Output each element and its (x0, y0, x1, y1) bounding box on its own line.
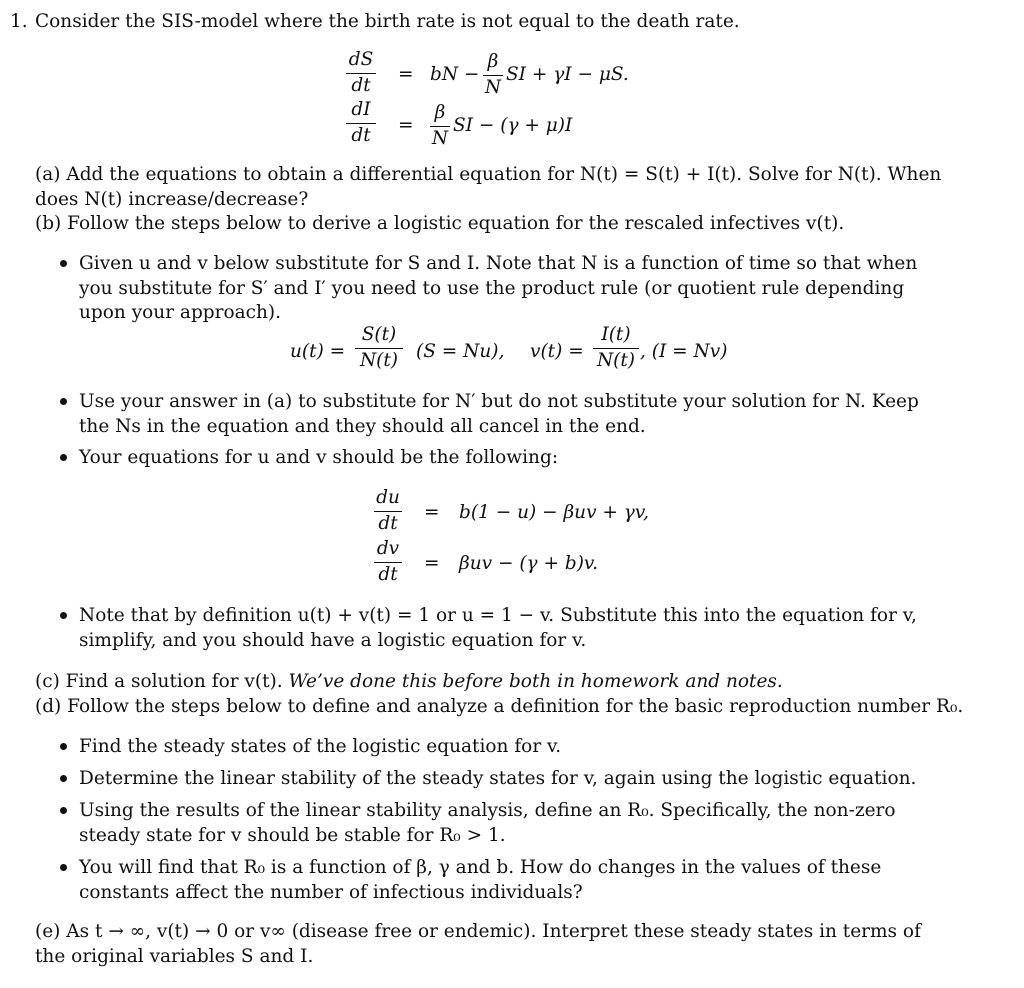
bullet-b-1: Given u and v below substitute for S and I. Note that N is a function of time so that when you substitute for S′ and I′ you need to use the product rule (or quotient rule depending upon your approach). (79, 253, 918, 323)
u-def-fraction: S(t) N(t) (355, 326, 403, 370)
problem-number: 1. (10, 11, 28, 32)
eq1-rhs1-fraction: β N (484, 51, 502, 98)
eq1-rhs2-fraction: β N (431, 102, 449, 149)
eq1-equals-1: = (398, 64, 414, 85)
eq2-rhs1: b(1 − u) − βuv + γv, (459, 502, 650, 523)
bullet-dot (60, 260, 67, 267)
bullet-dot (60, 807, 67, 814)
bullet-dot (60, 612, 67, 619)
bullet-dot (60, 775, 67, 782)
part-e: (e) As t → ∞, v(t) → 0 or v∞ (disease free or endemic). Interpret these steady states in terms of the original variables S and I. (35, 921, 921, 967)
u-def-lhs: u(t) = (290, 341, 346, 362)
v-def-fraction: I(t) N(t) (593, 326, 639, 370)
bullet-dot (60, 454, 67, 461)
part-b: (b) Follow the steps below to derive a logistic equation for the rescaled infectives v(t). (35, 213, 845, 234)
v-def-lhs: v(t) = (530, 341, 584, 362)
u-def-note: (S = Nu), (416, 341, 505, 362)
bullet-dot (60, 398, 67, 405)
bullet-b-4: Note that by definition u(t) + v(t) = 1 or u = 1 − v. Substitute this into the equation for v, simplify, and you should have a logistic equation for v. (79, 605, 917, 651)
bullet-b-2: Use your answer in (a) to substitute for N′ but do not substitute your solution for N. Keep the Ns in the equation and they should all cancel in the end. (79, 391, 919, 437)
bullet-d-2: Determine the linear stability of the steady states for v, again using the logistic equation. (79, 768, 917, 789)
part-d: (d) Follow the steps below to define and analyze a definition for the basic reproduction number R₀. (35, 696, 964, 717)
bullet-d-1: Find the steady states of the logistic equation for v. (79, 736, 562, 757)
eq1-equals-2: = (398, 115, 414, 136)
eq1-rhs1-a: bN − (430, 64, 480, 85)
part-a: (a) Add the equations to obtain a differential equation for N(t) = S(t) + I(t). Solve for N(t). When does N(t) increase/decrease? (35, 164, 942, 210)
eq1-lhs1-fraction: dS dt (346, 51, 376, 95)
eq1-rhs1-b: SI + γI − μS. (506, 64, 629, 85)
v-def-note: , (I = Nv) (640, 341, 728, 362)
bullet-d-4: You will find that R₀ is a function of β, γ and b. How do changes in the values of these constants affect the number of infectious individuals? (79, 857, 882, 903)
part-c: (c) Find a solution for v(t). We’ve done this before both in homework and notes. (35, 671, 783, 692)
bullet-dot (60, 864, 67, 871)
problem-intro: Consider the SIS-model where the birth rate is not equal to the death rate. (35, 11, 740, 32)
eq2-equals-2: = (424, 553, 440, 574)
eq2-lhs1-fraction: du dt (374, 489, 402, 533)
eq1-rhs2-b: SI − (γ + μ)I (453, 115, 573, 136)
bullet-b-3: Your equations for u and v should be the following: (79, 447, 559, 468)
eq2-lhs2-fraction: dv dt (374, 540, 402, 584)
eq2-equals-1: = (424, 502, 440, 523)
eq1-lhs2-fraction: dI dt (346, 101, 376, 145)
eq2-rhs2: βuv − (γ + b)v. (459, 553, 599, 574)
bullet-dot (60, 743, 67, 750)
bullet-d-3: Using the results of the linear stability analysis, define an R₀. Specifically, the non-zero steady state for v should be stable for R₀ > 1. (79, 800, 896, 846)
